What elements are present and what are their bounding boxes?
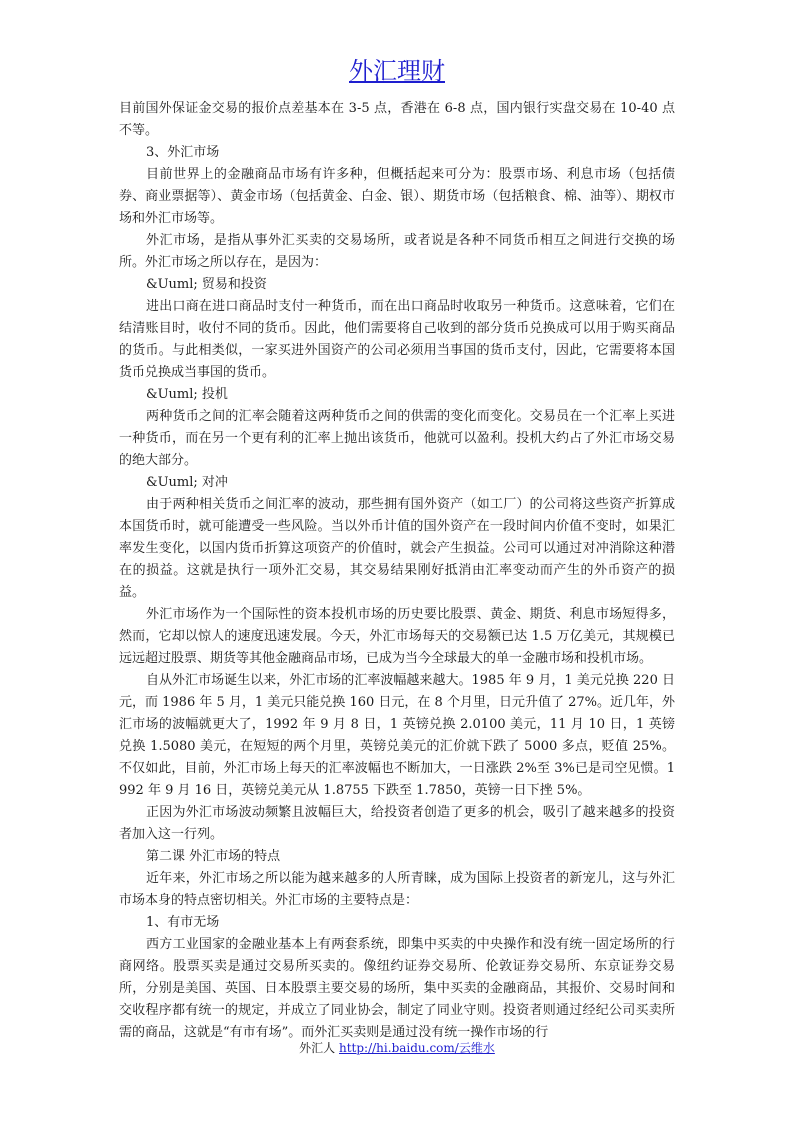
paragraph: 正因为外汇市场波动频繁且波幅巨大，给投资者创造了更多的机会，吸引了越来越多的投资者加入这一行列。 bbox=[119, 805, 675, 842]
paragraph: 两种货币之间的汇率会随着这两种货币之间的供需的变化而变化。交易员在一个汇率上买进一种货币，而在另一个更有利的汇率上抛出该货币，他就可以盈利。投机大约占了外汇市场交易的绝大部分。 bbox=[119, 409, 675, 468]
lesson-heading: 第二课 外汇市场的特点 bbox=[146, 849, 281, 864]
paragraph: 目前世界上的金融商品市场有许多种，但概括起来可分为：股票市场、利息市场（包括债券、商业票据等）、黄金市场（包括黄金、白金、银）、期货市场（包括粮食、棉、油等）、期权市场和外汇市场等。 bbox=[119, 167, 675, 226]
document-title-link[interactable]: 外汇理财 bbox=[349, 57, 445, 85]
bullet-heading: &Uuml; 投机 bbox=[146, 387, 228, 402]
bullet-heading: &Uuml; 贸易和投资 bbox=[146, 277, 267, 292]
paragraph: 目前国外保证金交易的报价点差基本在 3-5 点，香港在 6-8 点，国内银行实盘交易在 10-40 点不等。 bbox=[119, 101, 675, 138]
paragraph: 进出口商在进口商品时支付一种货币，而在出口商品时收取另一种货币。这意味着，它们在结清账目时，收付不同的货币。因此，他们需要将自己收到的部分货币兑换成可以用于购买商品的货币。与此相类似，一家买进外国资产的公司必须用当事国的货币支付，因此，它需要将本国货币兑换成当事国的货币。 bbox=[119, 299, 675, 380]
section-heading: 1、有市无场 bbox=[146, 915, 220, 930]
paragraph: 西方工业国家的金融业基本上有两套系统，即集中买卖的中央操作和没有统一固定场所的行商网络。股票买卖是通过交易所买卖的。像纽约证券交易所、伦敦证券交易所、东京证券交易所，分别是美国、英国、日本股票主要交易的场所，集中买卖的金融商品，其报价、交易时间和交收程序都有统一的规定，并成立了同业协会，制定了同业守则。投资者则通过经纪公司买卖所需的商品，这就是“有市有场”。而外汇买卖则是通过没有统一操作市场的行 bbox=[119, 937, 675, 1040]
footer-label: 外汇人 bbox=[299, 1041, 336, 1055]
paragraph: 近年来，外汇市场之所以能为越来越多的人所青睐，成为国际上投资者的新宠儿，这与外汇市场本身的特点密切相关。外汇市场的主要特点是： bbox=[119, 871, 675, 908]
page-footer bbox=[0, 1040, 794, 1056]
bullet-heading: &Uuml; 对冲 bbox=[146, 475, 228, 490]
paragraph: 由于两种相关货币之间汇率的波动，那些拥有国外资产（如工厂）的公司将这些资产折算成本国货币时，就可能遭受一些风险。当以外币计值的国外资产在一段时间内价值不变时，如果汇率发生变化，以国内货币折算这项资产的价值时，就会产生损益。公司可以通过对冲消除这种潜在的损益。这就是执行一项外汇交易，其交易结果刚好抵消由汇率变动而产生的外币资产的损益。 bbox=[119, 497, 675, 600]
paragraph: 自从外汇市场诞生以来，外汇市场的汇率波幅越来越大。1985 年 9 月，1 美元兑换 220 日元，而 1986 年 5 月，1 美元只能兑换 160 日元，在 8 个月里，日元升值了 27%。近几年，外汇市场的波幅就更大了，1992 年 9 月 8 日，1 英镑兑换 2.0100 美元，11 月 10 日，1 英镑兑换 1.5080 美元，在短短的两个月里，英镑兑美元的汇价就下跌了 5000 多点，贬值 25%。不仅如此，目前，外汇市场上每天的汇率波幅也不断加大，一日涨跌 2%至 3%已是司空见惯。1992 年 9 月 16 日，英镑兑美元从 1.8755 下跌至 1.7850，英镑一日下挫 5%。 bbox=[119, 673, 675, 798]
section-heading: 3、外汇市场 bbox=[146, 145, 220, 160]
paragraph: 外汇市场作为一个国际性的资本投机市场的历史要比股票、黄金、期货、利息市场短得多，然而，它却以惊人的速度迅速发展。今天，外汇市场每天的交易额已达 1.5 万亿美元，其规模已远远超过股票、期货等其他金融商品市场，已成为当今全球最大的单一金融市场和投机市场。 bbox=[119, 607, 675, 666]
paragraph: 外汇市场，是指从事外汇买卖的交易场所，或者说是各种不同货币相互之间进行交换的场所。外汇市场之所以存在，是因为： bbox=[119, 233, 675, 270]
document-body bbox=[119, 98, 675, 1044]
footer-link[interactable]: http://hi.baidu.com/云维水 bbox=[339, 1041, 495, 1055]
